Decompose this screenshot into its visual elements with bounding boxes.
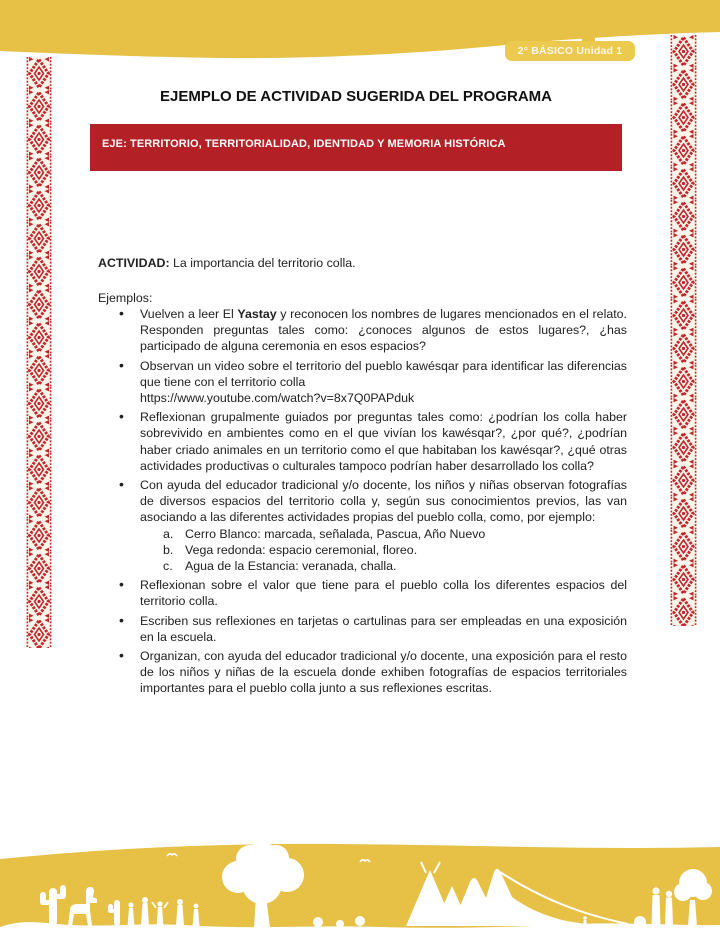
eje-banner: [90, 124, 622, 171]
list-item: [98, 648, 627, 697]
sub-item-b-marker: b.: [163, 542, 174, 557]
bullet-1-pre: Vuelven a leer El: [140, 307, 238, 321]
video-url-link[interactable]: https://www.youtube.com/watch?v=8x7Q0PAPduk: [140, 391, 415, 406]
sub-item-a: [163, 526, 627, 542]
list-item: [98, 613, 627, 645]
unit-badge-label: 2° BÁSICO Unidad 1: [517, 45, 623, 57]
bullet-2-text: Observan un video sobre el territorio del pueblo kawésqar para identificar las diferencias que tiene con el territorio colla: [140, 358, 627, 389]
sub-item-a-text: Cerro Blanco: marcada, señalada, Pascua, Año Nuevo: [185, 526, 486, 541]
list-item: [98, 358, 627, 407]
sub-item-c-marker: c.: [163, 559, 173, 574]
textile-border-right-icon: [670, 35, 697, 626]
sub-item-c: [163, 558, 627, 574]
list-item: [98, 577, 627, 609]
bullet-7-text: Organizan, con ayuda del educador tradicional y/o docente, una exposición para el resto de los niños y niñas de la escuela donde exhiben fotografías de espacios territoriales importantes para el pueblo colla junto a sus reflexiones escritas.: [140, 649, 627, 696]
list-item: [98, 477, 627, 574]
examples-bullet-list: [98, 306, 627, 700]
bullet-4-text: Con ayuda del educador tradicional y/o docente, los niños y niñas observan fotografías de diversos espacios del territorio colla y, según sus conocimientos previos, las van asociando a las diferentes actividades propias del pueblo colla, como, por ejemplo:: [140, 478, 627, 525]
sub-item-a-marker: a.: [163, 526, 174, 541]
textile-border-left-icon: [26, 57, 52, 648]
list-item: [98, 409, 627, 474]
activity-text: La importancia del territorio colla.: [169, 256, 356, 270]
activity-line: [98, 255, 627, 271]
bullet-5-text: Reflexionan sobre el valor que tiene para el pueblo colla los diferentes espacios del territorio colla.: [140, 578, 627, 609]
activity-label: ACTIVIDAD:: [98, 256, 170, 270]
examples-label: Ejemplos:: [98, 291, 153, 305]
bullet-6-text: Escriben sus reflexiones en tarjetas o cartulinas para ser empleadas en una exposición en la escuela.: [140, 613, 627, 644]
page-title: EJEMPLO DE ACTIVIDAD SUGERIDA DEL PROGRAMA: [160, 88, 552, 105]
list-item: [98, 306, 627, 355]
sub-item-b-text: Vega redonda: espacio ceremonial, floreo.: [185, 542, 418, 557]
bullet-1-post: y reconocen los nombres de lugares mencionados en el relato. Responden preguntas tales como: ¿conoces algunos de estos lugares?, ¿has participado de alguna ceremonia en esos espacios?: [140, 307, 627, 354]
sub-item-list: [140, 526, 627, 575]
bullet-3-text: Reflexionan grupalmente guiados por preguntas tales como: ¿podrían los colla haber sobrevivido en ambientes como en el que vivían los kawésqar?, ¿por qué?, ¿podrían haber criado animales en un territorio como el que habitaban los kawésqar?, ¿qué otras actividades productivas o culturales tampoco podrían haber desarrollado los colla?: [140, 410, 627, 473]
sub-item-b: [163, 542, 627, 558]
footer-landscape-art: [0, 842, 720, 932]
sub-item-c-text: Agua de la Estancia: veranada, challa.: [185, 559, 397, 574]
unit-badge: [505, 41, 635, 61]
eje-banner-text: EJE: TERRITORIO, TERRITORIALIDAD, IDENTIDAD Y MEMORIA HISTÓRICA: [102, 138, 506, 150]
bullet-1-bold: Yastay: [237, 307, 277, 321]
